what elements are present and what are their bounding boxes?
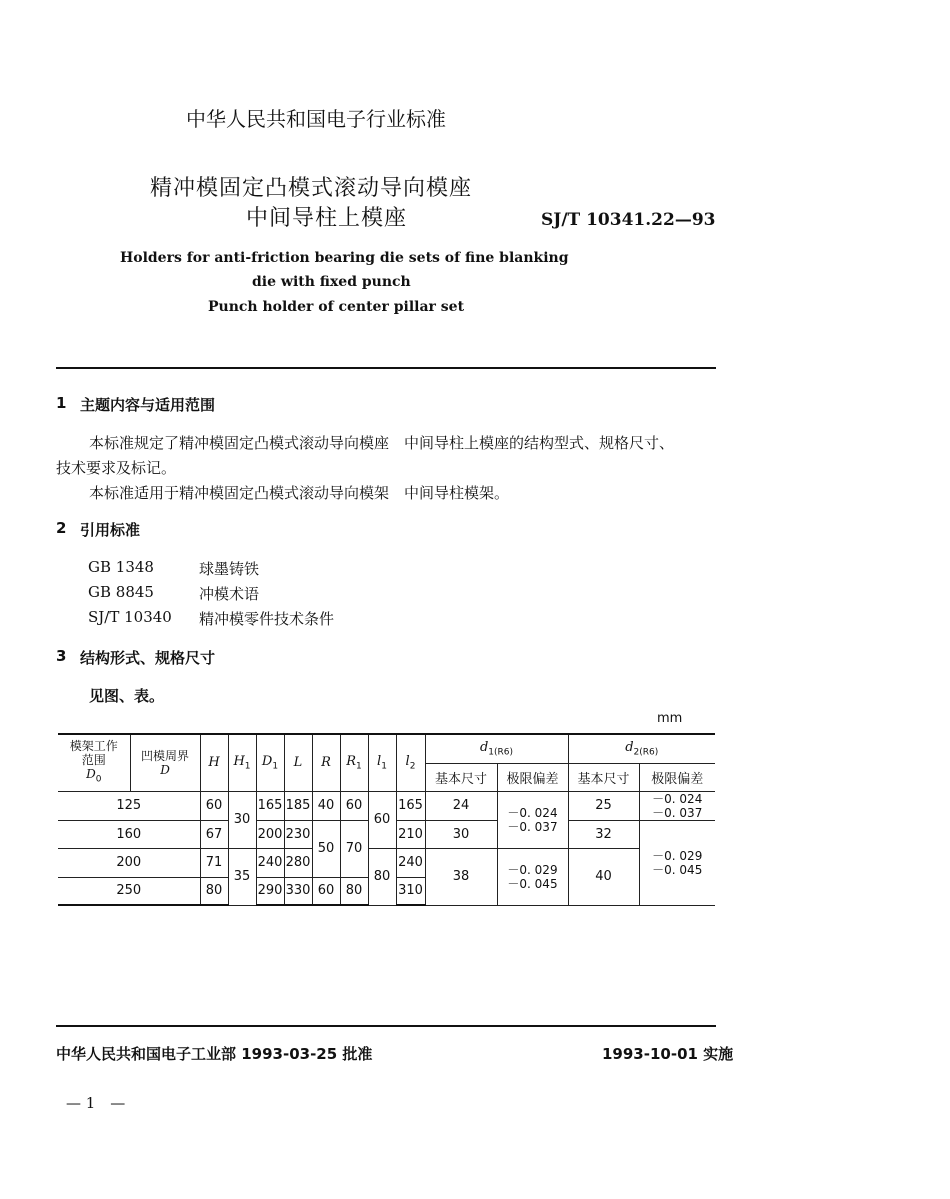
header-D1-symbol: D xyxy=(261,753,273,769)
cell-H: 71 xyxy=(200,848,228,877)
reference-code: GB 8845 xyxy=(88,583,154,601)
section-1-number: 1 xyxy=(56,394,67,412)
cell-d0: 160 xyxy=(58,820,200,848)
unit-label: mm xyxy=(657,711,683,726)
d1-deviation-lower: －0. 045 xyxy=(507,876,558,891)
english-title-line-1: Holders for anti-friction bearing die sets of fine blanking xyxy=(120,250,569,266)
cell-d2-deviation xyxy=(639,791,715,820)
header-R1-subscript: 1 xyxy=(356,761,362,772)
cell-H1: 35 xyxy=(228,848,256,905)
approval-line: 中华人民共和国电子工业部 1993-03-25 批准 xyxy=(56,1045,373,1063)
d2-deviation-lower: －0. 045 xyxy=(652,862,703,877)
reference-code: GB 1348 xyxy=(88,558,154,576)
section-2-number: 2 xyxy=(56,519,67,537)
cell-d2-basic: 40 xyxy=(568,848,639,905)
header-d1-limit-deviation: 极限偏差 xyxy=(497,763,568,791)
cell-R1: 60 xyxy=(340,791,368,820)
header-d0-symbol: D xyxy=(86,767,96,782)
d1-deviation-lower: －0. 037 xyxy=(507,819,558,834)
header-L xyxy=(284,734,312,791)
d2-deviation-lower: －0. 037 xyxy=(652,805,703,820)
header-d-symbol: D xyxy=(160,762,170,777)
header-l1-subscript: 1 xyxy=(381,761,387,772)
cell-D1: 165 xyxy=(256,791,284,820)
cell-d2-deviation xyxy=(639,820,715,905)
cell-l2: 310 xyxy=(396,877,425,905)
cell-l2: 210 xyxy=(396,820,425,848)
header-R xyxy=(312,734,340,791)
header-H1 xyxy=(228,734,256,791)
cell-H: 67 xyxy=(200,820,228,848)
cell-l1: 60 xyxy=(368,791,396,848)
cell-d1-basic: 30 xyxy=(425,820,497,848)
header-d0-line2: 范围 xyxy=(81,753,106,768)
header-d xyxy=(130,734,200,791)
section-1-para-2: 本标准适用于精冲模固定凸模式滚动导向模架 中间导柱模架。 xyxy=(89,484,510,502)
cell-D1: 200 xyxy=(256,820,284,848)
header-D1 xyxy=(256,734,284,791)
cell-R1: 70 xyxy=(340,820,368,877)
cell-D1: 240 xyxy=(256,848,284,877)
cell-R: 50 xyxy=(312,820,340,877)
cell-l2: 165 xyxy=(396,791,425,820)
header-d2-subscript: 2(R6) xyxy=(633,747,659,758)
cell-d0: 250 xyxy=(58,877,200,905)
cell-d0: 125 xyxy=(58,791,200,820)
section-2-heading: 引用标准 xyxy=(80,521,141,539)
table-row xyxy=(58,791,715,820)
header-l1 xyxy=(368,734,396,791)
cell-D1: 290 xyxy=(256,877,284,905)
english-title-line-3: Punch holder of center pillar set xyxy=(208,299,465,315)
section-1-para-1-line-2: 技术要求及标记。 xyxy=(56,459,177,477)
page-number: — 1 — xyxy=(66,1094,126,1112)
d2-deviation-upper: －0. 024 xyxy=(652,791,703,806)
cell-R: 60 xyxy=(312,877,340,905)
header-l2-symbol: l xyxy=(405,753,410,769)
reference-title: 精冲模零件技术条件 xyxy=(199,610,335,628)
header-l2-subscript: 2 xyxy=(409,761,416,772)
section-3-text: 见图、表。 xyxy=(89,687,165,705)
header-L-symbol: L xyxy=(293,755,303,771)
header-d2-limit-deviation: 极限偏差 xyxy=(639,763,715,791)
header-d1-subscript: 1(R6) xyxy=(488,747,514,758)
title-line-1: 精冲模固定凸模式滚动导向模座 xyxy=(150,176,473,201)
d2-deviation-upper: －0. 029 xyxy=(652,848,703,863)
reference-title: 冲模术语 xyxy=(199,585,260,603)
header-d1-symbol: d xyxy=(479,739,489,755)
header-d-line1: 凹模周界 xyxy=(140,748,189,763)
cell-L: 185 xyxy=(284,791,312,820)
cell-L: 280 xyxy=(284,848,312,877)
section-1-heading: 主题内容与适用范围 xyxy=(80,396,216,414)
header-l1-symbol: l xyxy=(377,753,382,769)
header-d0-subscript: 0 xyxy=(95,774,102,785)
header-D1-subscript: 1 xyxy=(272,761,279,772)
cell-l2: 240 xyxy=(396,848,425,877)
section-1-para-1-line-1: 本标准规定了精冲模固定凸模式滚动导向模座 中间导柱上模座的结构型式、规格尺寸、 xyxy=(89,434,675,452)
cell-d0: 200 xyxy=(58,848,200,877)
section-3-number: 3 xyxy=(56,647,67,665)
d1-deviation-upper: －0. 029 xyxy=(507,862,558,877)
english-title-line-2: die with fixed punch xyxy=(252,274,411,290)
reference-code: SJ/T 10340 xyxy=(88,608,172,626)
implementation-date: 1993-10-01 实施 xyxy=(602,1045,734,1063)
standard-code: SJ/T 10341.22—93 xyxy=(541,210,716,230)
cell-H1: 30 xyxy=(228,791,256,848)
header-H-symbol: H xyxy=(208,755,220,771)
header-d2-basic-size: 基本尺寸 xyxy=(568,763,639,791)
cell-d2-basic: 25 xyxy=(568,791,639,820)
header-d2-symbol: d xyxy=(625,739,634,755)
header-H xyxy=(200,734,228,791)
issuing-body-header: 中华人民共和国电子行业标准 xyxy=(186,107,446,131)
cell-d2-basic: 32 xyxy=(568,820,639,848)
cell-L: 330 xyxy=(284,877,312,905)
header-d1-basic-size: 基本尺寸 xyxy=(425,763,497,791)
header-R1 xyxy=(340,734,368,791)
header-H1-symbol: H xyxy=(233,753,245,769)
header-l2 xyxy=(396,734,425,791)
section-3-heading: 结构形式、规格尺寸 xyxy=(80,649,216,667)
cell-L: 230 xyxy=(284,820,312,848)
cell-d1-basic: 24 xyxy=(425,791,497,820)
cell-R: 40 xyxy=(312,791,340,820)
cell-H: 60 xyxy=(200,791,228,820)
reference-title: 球墨铸铁 xyxy=(199,560,260,578)
d1-deviation-upper: －0. 024 xyxy=(507,805,558,820)
dimension-table xyxy=(58,733,715,906)
cell-d1-basic: 38 xyxy=(425,848,497,905)
header-H1-subscript: 1 xyxy=(244,761,251,772)
header-d1-group xyxy=(425,734,568,763)
header-divider xyxy=(56,367,716,369)
header-d2-group xyxy=(568,734,715,763)
header-d0 xyxy=(58,734,130,791)
cell-l1: 80 xyxy=(368,848,396,905)
header-R-symbol: R xyxy=(321,755,331,771)
footer-divider xyxy=(56,1025,716,1027)
cell-d1-deviation xyxy=(497,848,568,905)
table-row xyxy=(58,848,715,877)
header-R1-symbol: R xyxy=(346,753,357,769)
cell-H: 80 xyxy=(200,877,228,905)
header-d0-line1: 模架工作 xyxy=(69,739,118,754)
title-line-2: 中间导柱上模座 xyxy=(246,206,408,231)
cell-d1-deviation xyxy=(497,791,568,848)
cell-R1: 80 xyxy=(340,877,368,905)
